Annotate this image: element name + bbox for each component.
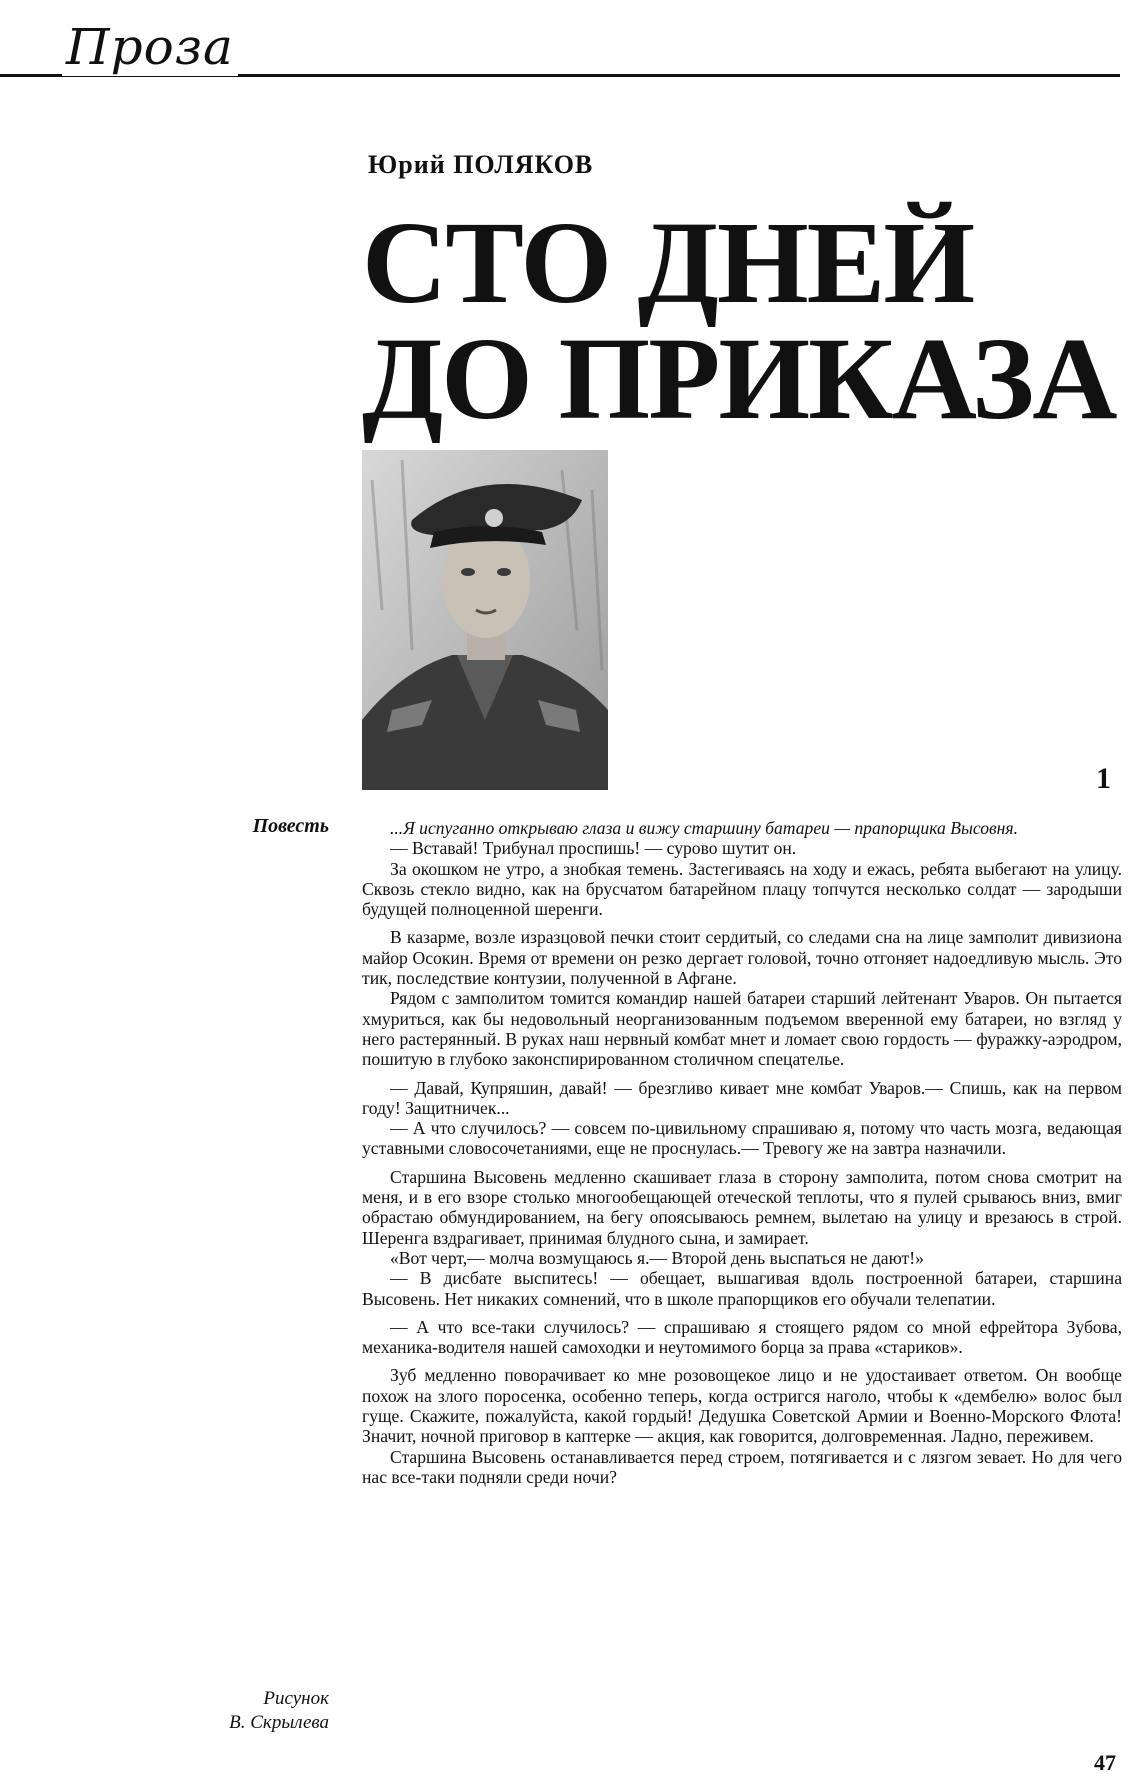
paragraph: В казарме, возле изразцовой печки стоит сердитый, со следами сна на лице замполит дивизиона майор Осокин. Время от времени он резко дергает головой, точно отгоняет надоедливую мысль. Это тик, последствие контузии, полученной в Афгане.	[362, 927, 1122, 989]
paragraph: Зуб медленно поворачивает ко мне розовощекое лицо и не удостаивает ответом. Он вообще похож на злого поросенка, особенно теперь, когда остригся наголо, чтобы к «дембелю» волос был гуще. Скажите, пожалуйста, какой гордый! Дедушка Советской Армии и Военно-Морского Флота! Значит, ночной приговор в каптерке — акция, как говорится, долговременная. Ладно, переживем.	[362, 1365, 1122, 1447]
page-header	[0, 0, 1146, 100]
paragraph: — В дисбате выспитесь! — обещает, вышагивая вдоль построенной батареи, старшина Высовень. Нет никаких сомнений, что в школе прапорщиков его обучали телепатии.	[362, 1268, 1122, 1309]
author-portrait	[362, 450, 608, 790]
paragraph: За окошком не утро, а знобкая темень. Застегиваясь на ходу и ежась, ребята выбегают на улицу. Сквозь стекло видно, как на брусчатом батарейном плацу топчутся несколько солдат — зародыши будущей полноценной шеренги.	[362, 858, 1122, 920]
story-title	[362, 197, 1132, 444]
author-name: Юрий ПОЛЯКОВ	[368, 150, 594, 179]
paragraph: ...Я испуганно открываю глаза и вижу старшину батареи — прапорщика Высовня.	[390, 818, 1018, 838]
genre-label: Повесть	[252, 815, 329, 837]
paragraph: «Вот черт,— молча возмущаюсь я.— Второй день выспаться не дают!»	[390, 1247, 924, 1268]
section-logo: Проза	[62, 18, 238, 76]
paragraph: — Давай, Купряшин, давай! — брезгливо кивает мне комбат Уваров.— Спишь, как на первом году! Защитничек...	[362, 1077, 1122, 1118]
paragraph: — А что случилось? — совсем по-цивильному спрашиваю я, потому что часть мозга, ведающая уставными словосочетаниями, еще не проснулась.— Тревогу же на завтра назначили.	[362, 1118, 1122, 1159]
story-text	[362, 818, 1122, 1487]
title-line: СТО ДНЕЙ	[362, 197, 974, 328]
paragraph: Старшина Высовень останавливается перед строем, потягивается и с лязгом зевает. Но для чего нас все-таки подняли среди ночи?	[362, 1446, 1122, 1487]
paragraph: Старшина Высовень медленно скашивает глаза в сторону замполита, потом снова смотрит на меня, и в его взоре столько многообещающей отеческой теплоты, что я пулей срываюсь вниз, вмиг обрастаю обмундированием, на бегу опоясываюсь ремнем, вылетаю на улицу и врезаюсь в строй. Шеренга вздрагивает, принимая блудного сына, и замирает.	[362, 1166, 1122, 1248]
illustration-credit	[229, 1687, 329, 1735]
title-line: ДО ПРИКАЗА	[362, 313, 1116, 444]
chapter-number: 1	[1096, 762, 1111, 795]
paragraph: Рядом с замполитом томится командир нашей батареи старший лейтенант Уваров. Он пытается хмуриться, как бы недовольный неорганизованным подъемом вверенной ему батареи, но взгляд у него растерянный. В руках наш нервный комбат мнет и ломает свою гордость — фуражку-аэродром, пошитую в глубоко законспирированном столичном спецателье.	[362, 988, 1122, 1070]
credit-line: В. Скрылева	[229, 1712, 329, 1733]
paragraph: — А что все-таки случилось? — спрашиваю я стоящего рядом со мной ефрейтора Зубова, механика-водителя нашей самоходки и неутомимого борца за права «стариков».	[362, 1316, 1122, 1358]
page-number: 47	[1094, 1750, 1116, 1775]
credit-line: Рисунок	[263, 1688, 329, 1709]
paragraph: — Вставай! Трибунал проспишь! — сурово шутит он.	[390, 838, 797, 859]
portrait-illustration	[362, 450, 608, 790]
